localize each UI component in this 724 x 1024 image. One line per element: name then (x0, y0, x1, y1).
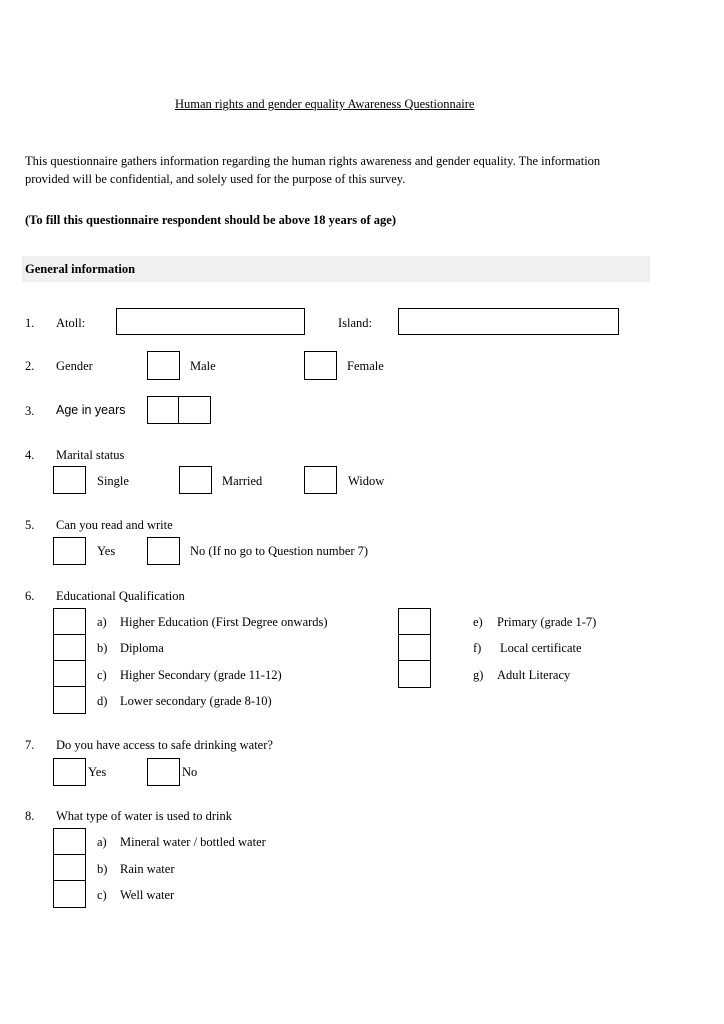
marital-single-label: Single (97, 474, 129, 488)
q6-label: Educational Qualification (56, 589, 185, 603)
q4-label: Marital status (56, 448, 125, 462)
drinking-water-yes-checkbox[interactable] (53, 758, 86, 786)
q6-number: 6. (25, 589, 35, 603)
marital-widow-label: Widow (348, 474, 385, 488)
education-b-text: Diploma (120, 641, 164, 655)
education-e-text: Primary (grade 1-7) (497, 615, 597, 629)
gender-female-checkbox[interactable] (304, 351, 337, 380)
water-type-a-text: Mineral water / bottled water (120, 835, 266, 849)
intro-line-1: This questionnaire gathers information regarding the human rights awareness and gender equality. The information (25, 154, 601, 168)
water-type-c-text: Well water (120, 888, 175, 902)
read-write-yes-label: Yes (97, 544, 116, 558)
gender-female-label: Female (347, 359, 384, 373)
q3-number: 3. (25, 404, 35, 418)
age-requirement-note: (To fill this questionnaire respondent should be above 18 years of age) (25, 213, 396, 227)
q1-number: 1. (25, 316, 35, 330)
water-type-c-letter: c) (97, 888, 107, 902)
education-d-text: Lower secondary (grade 8-10) (120, 694, 272, 708)
education-g-text: Adult Literacy (497, 668, 571, 682)
education-a-checkbox[interactable] (53, 608, 86, 636)
marital-married-checkbox[interactable] (179, 466, 212, 494)
water-type-b-checkbox[interactable] (53, 854, 86, 882)
read-write-no-checkbox[interactable] (147, 537, 180, 565)
education-f-letter: f) (473, 641, 482, 655)
intro-line-2: provided will be confidential, and solely used for the purpose of this survey. (25, 172, 406, 186)
gender-male-checkbox[interactable] (147, 351, 180, 380)
education-g-letter: g) (473, 668, 484, 682)
water-type-c-checkbox[interactable] (53, 880, 86, 908)
water-type-a-letter: a) (97, 835, 107, 849)
age-digit-1-input[interactable] (147, 396, 180, 424)
drinking-water-yes-label: Yes (88, 765, 107, 779)
water-type-b-letter: b) (97, 862, 108, 876)
education-b-letter: b) (97, 641, 108, 655)
q7-number: 7. (25, 738, 35, 752)
education-f-checkbox[interactable] (398, 634, 431, 662)
education-a-text: Higher Education (First Degree onwards) (120, 615, 328, 629)
education-g-checkbox[interactable] (398, 660, 431, 688)
q5-number: 5. (25, 518, 35, 532)
read-write-yes-checkbox[interactable] (53, 537, 86, 565)
education-d-checkbox[interactable] (53, 686, 86, 714)
education-d-letter: d) (97, 694, 108, 708)
marital-widow-checkbox[interactable] (304, 466, 337, 494)
island-input[interactable] (398, 308, 619, 335)
gender-male-label: Male (190, 359, 216, 373)
marital-single-checkbox[interactable] (53, 466, 86, 494)
q1-island-label: Island: (338, 316, 373, 330)
drinking-water-no-checkbox[interactable] (147, 758, 180, 786)
q2-number: 2. (25, 359, 35, 373)
q3-label: Age in years (56, 403, 126, 417)
q8-number: 8. (25, 809, 35, 823)
drinking-water-no-label: No (182, 765, 198, 779)
marital-married-label: Married (222, 474, 263, 488)
age-digit-2-input[interactable] (178, 396, 211, 424)
atoll-input[interactable] (116, 308, 305, 335)
education-e-letter: e) (473, 615, 483, 629)
water-type-a-checkbox[interactable] (53, 828, 86, 856)
q4-number: 4. (25, 448, 35, 462)
section-title: General information (25, 262, 136, 276)
education-f-text: Local certificate (500, 641, 582, 655)
q8-label: What type of water is used to drink (56, 809, 232, 823)
education-a-letter: a) (97, 615, 107, 629)
q2-label: Gender (56, 359, 93, 373)
q7-label: Do you have access to safe drinking water? (56, 738, 273, 752)
q5-label: Can you read and write (56, 518, 173, 532)
education-c-checkbox[interactable] (53, 660, 86, 688)
education-c-letter: c) (97, 668, 107, 682)
page-title: Human rights and gender equality Awareness Questionnaire (175, 97, 475, 111)
q1-atoll-label: Atoll: (56, 316, 86, 330)
education-c-text: Higher Secondary (grade 11-12) (120, 668, 282, 682)
education-e-checkbox[interactable] (398, 608, 431, 636)
water-type-b-text: Rain water (120, 862, 175, 876)
education-b-checkbox[interactable] (53, 634, 86, 662)
read-write-no-label: No (If no go to Question number 7) (190, 544, 369, 558)
